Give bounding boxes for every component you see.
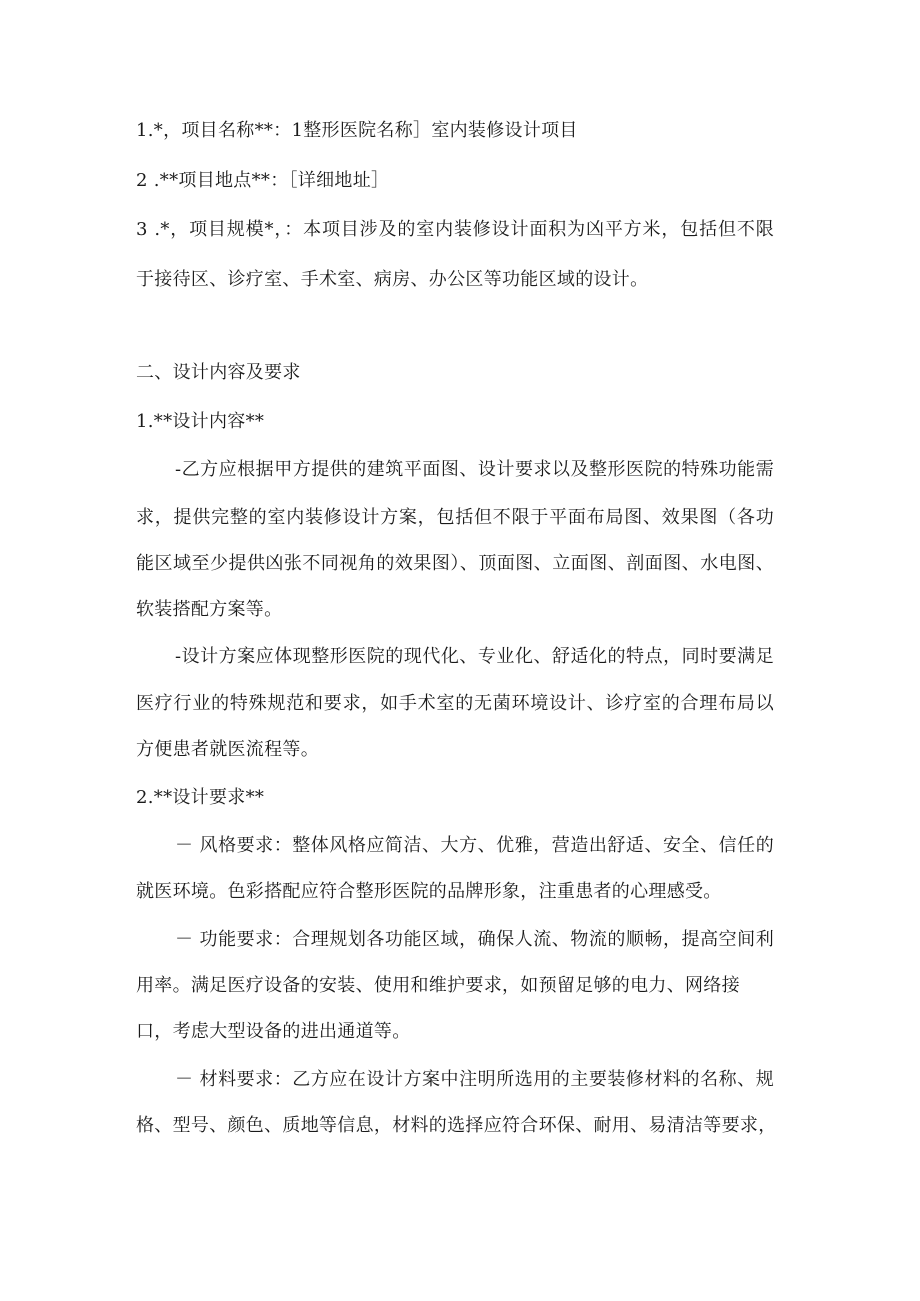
paragraph-line: 求，提供完整的室内装修设计方案，包括但不限于平面布局图、效果图（各功 xyxy=(136,507,774,528)
project-scale-line-cont: 于接待区、诊疗室、手术室、病房、办公区等功能区域的设计。 xyxy=(136,269,649,290)
project-scale-line: 3 .*，项目规模*，：本项目涉及的室内装修设计面积为凶平方米，包括但不限 xyxy=(136,219,774,240)
section-heading: 二、设计内容及要求 xyxy=(136,362,301,383)
paragraph-line: 软装搭配方案等。 xyxy=(136,599,283,620)
paragraph-line: 医疗行业的特殊规范和要求，如手术室的无菌环境设计、诊疗室的合理布局以 xyxy=(136,693,774,714)
paragraph-line: 格、型号、颜色、质地等信息，材料的选择应符合环保、耐用、易清洁等要求， xyxy=(136,1115,777,1136)
paragraph-line: 用率。满足医疗设备的安装、使用和维护要求，如预留足够的电力、网络接 xyxy=(136,975,740,996)
paragraph-line: -设计方案应体现整形医院的现代化、专业化、舒适化的特点，同时要满足 xyxy=(175,646,774,667)
paragraph-line: 能区域至少提供凶张不同视角的效果图）、顶面图、立面图、剖面图、水电图、 xyxy=(136,553,774,574)
paragraph-line: 口，考虑大型设备的进出通道等。 xyxy=(136,1021,411,1042)
project-name-line: 1.*，项目名称**：1整形医院名称］室内装修设计项目 xyxy=(136,120,578,141)
paragraph-line: － 功能要求：合理规划各功能区域，确保人流、物流的顺畅，提高空间利 xyxy=(175,929,774,950)
design-requirements-heading: 2.**设计要求** xyxy=(136,787,265,808)
paragraph-line: 方便患者就医流程等。 xyxy=(136,739,319,760)
project-location-line: 2 .**项目地点**：［详细地址］ xyxy=(136,170,390,191)
design-content-heading: 1.**设计内容** xyxy=(136,411,265,432)
paragraph-line: 就医环境。色彩搭配应符合整形医院的品牌形象，注重患者的心理感受。 xyxy=(136,881,722,902)
paragraph-line: － 材料要求：乙方应在设计方案中注明所选用的主要装修材料的名称、规 xyxy=(175,1069,774,1090)
paragraph-line: － 风格要求：整体风格应简洁、大方、优雅，营造出舒适、安全、信任的 xyxy=(175,835,774,856)
paragraph-line: -乙方应根据甲方提供的建筑平面图、设计要求以及整形医院的特殊功能需 xyxy=(175,459,774,480)
